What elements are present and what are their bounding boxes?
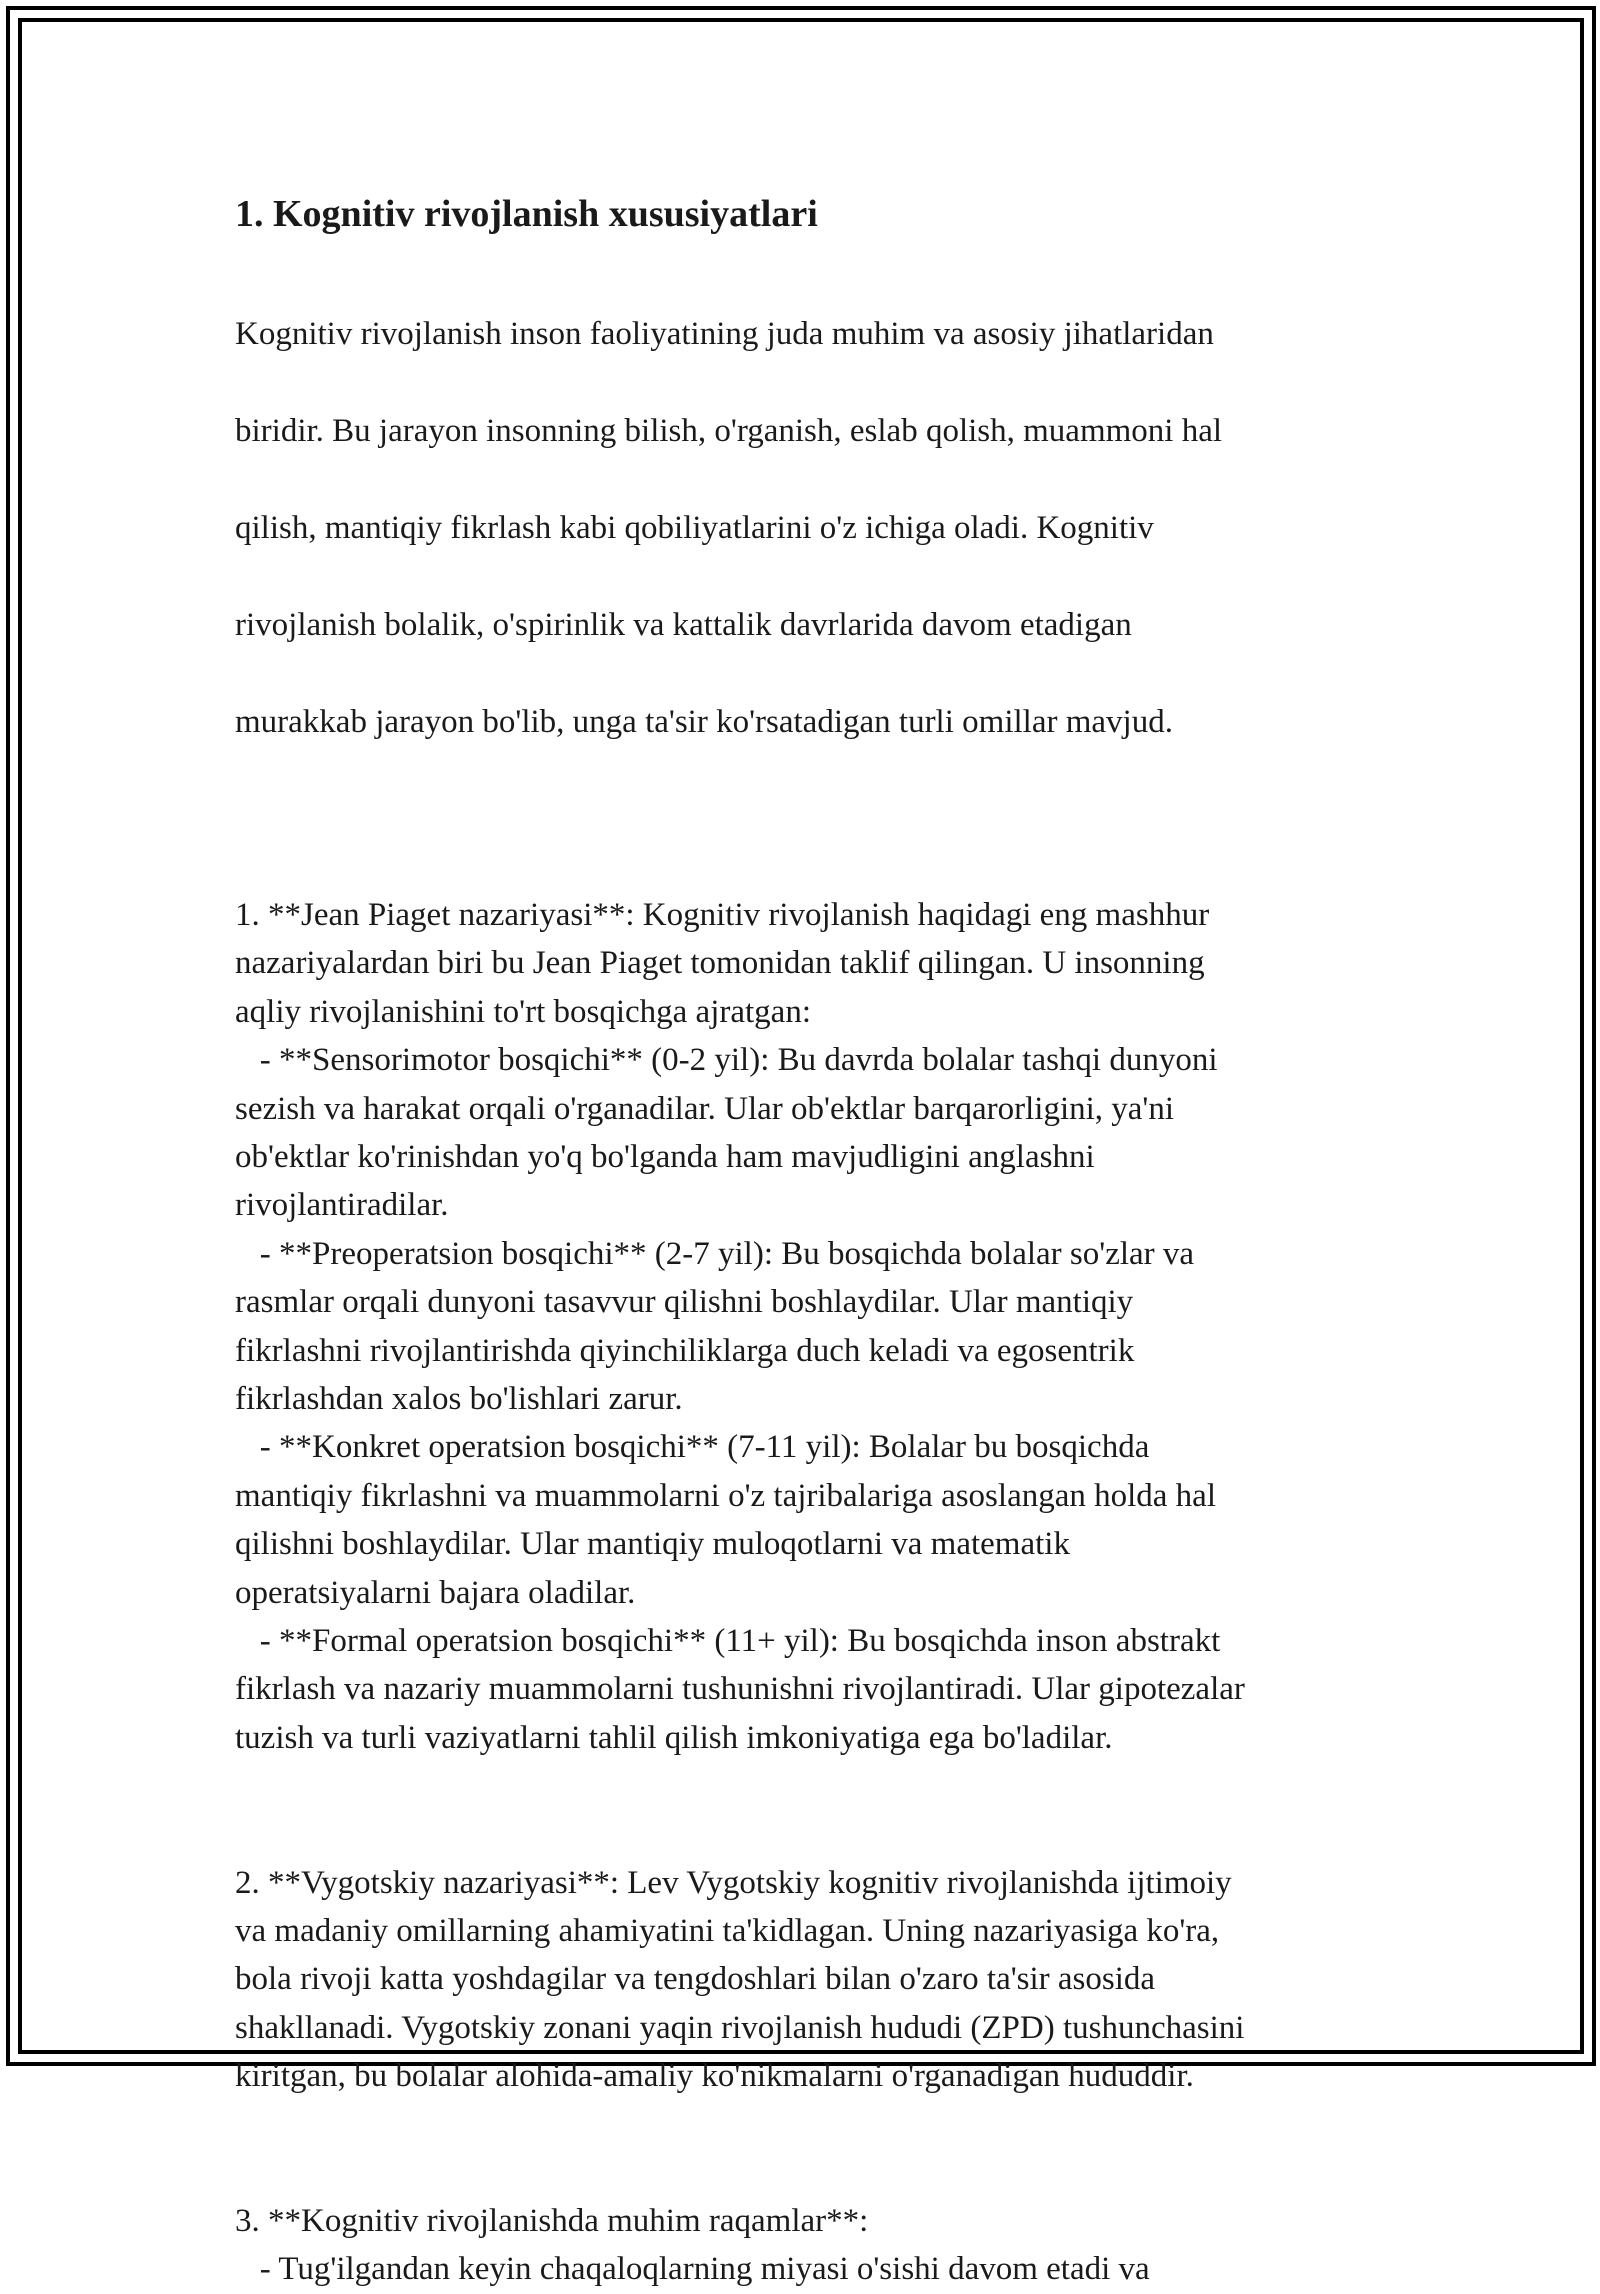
text-line: - **Konkret operatsion bosqichi** (7-11 yil): Bolalar bu bosqichda <box>235 1429 1150 1466</box>
document-body <box>235 186 1385 2294</box>
text-line: aqliy rivojlanishini to'rt bosqichga ajratgan: <box>235 993 811 1030</box>
vygotskiy-section <box>235 1810 1385 2100</box>
text-line: Kognitiv rivojlanish inson faoliyatining juda muhim va asosiy jihatlaridan <box>235 316 1214 353</box>
text-line: - **Sensorimotor bosqichi** (0-2 yil): Bu davrda bolalar tashqi dunyoni <box>235 1042 1218 1079</box>
text-line: - Tug'ilgandan keyin chaqaloqlarning miyasi o'sishi davom etadi va <box>235 2251 1150 2288</box>
text-line: rivojlantiradilar. <box>235 1187 449 1224</box>
text-line: operatsiyalarni bajara oladilar. <box>235 1574 636 1611</box>
text-line: fikrlashdan xalos bo'lishlari zarur. <box>235 1380 683 1417</box>
text-line: nazariyalardan biri bu Jean Piaget tomonidan taklif qilingan. U insonning <box>235 945 1205 982</box>
text-line: 3. **Kognitiv rivojlanishda muhim raqamlar**: <box>235 2203 869 2240</box>
paragraph-gap <box>235 2101 1385 2149</box>
text-line: shakllanadi. Vygotskiy zonani yaqin rivojlanish hududi (ZPD) tushunchasini <box>235 2009 1245 2046</box>
piaget-section <box>235 842 1385 1762</box>
text-line: qilish, mantiqiy fikrlash kabi qobiliyatlarini o'z ichiga oladi. Kognitiv <box>235 510 1154 547</box>
text-line: tuzish va turli vaziyatlarni tahlil qilish imkoniyatiga ega bo'ladilar. <box>235 1719 1113 1756</box>
text-line: qilishni boshlaydilar. Ular mantiqiy muloqotlarni va matematik <box>235 1526 1070 1563</box>
text-line: fikrlashni rivojlantirishda qiyinchiliklarga duch keladi va egosentrik <box>235 1332 1135 1369</box>
text-line: bola rivoji katta yoshdagilar va tengdoshlari bilan o'zaro ta'sir asosida <box>235 1961 1156 1998</box>
text-line: rasmlar orqali dunyoni tasavvur qilishni boshlaydilar. Ular mantiqiy <box>235 1284 1134 1321</box>
text-line: - **Preoperatsion bosqichi** (2-7 yil): Bu bosqichda bolalar so'zlar va <box>235 1235 1195 1272</box>
text-line: va madaniy omillarning ahamiyatini ta'kidlagan. Uning nazariyasiga ko'ra, <box>235 1913 1220 1949</box>
paragraph-gap <box>235 794 1385 842</box>
text-line: - **Formal operatsion bosqichi** (11+ yil): Bu bosqichda inson abstrakt <box>235 1622 1221 1659</box>
text-line: 1. **Jean Piaget nazariyasi**: Kognitiv rivojlanish haqidagi eng mashhur <box>235 896 1210 933</box>
text-line: ob'ektlar ko'rinishdan yo'q bo'lganda ham mavjudligini anglashni <box>235 1138 1095 1175</box>
text-line: 2. **Vygotskiy nazariyasi**: Lev Vygotskiy kognitiv rivojlanishda ijtimoiy <box>235 1864 1232 1901</box>
numbers-section <box>235 2149 1385 2294</box>
text-line: rivojlanish bolalik, o'spirinlik va kattalik davrlarida davom etadigan <box>235 606 1132 643</box>
paragraph-gap <box>235 1762 1385 1810</box>
text-line: biridir. Bu jarayon insonning bilish, o'rganish, eslab qolish, muammoni hal <box>235 413 1223 450</box>
text-line: sezish va harakat orqali o'rganadilar. Ular ob'ektlar barqarorligini, ya'ni <box>235 1090 1175 1127</box>
text-line: murakkab jarayon bo'lib, unga ta'sir ko'rsatadigan turli omillar mavjud. <box>235 703 1173 740</box>
text-line: mantiqiy fikrlashni va muammolarni o'z tajribalariga asoslangan holda hal <box>235 1477 1216 1514</box>
intro-paragraph <box>235 262 1385 794</box>
text-line: kiritgan, bu bolalar alohida-amaliy ko'nikmalarni o'rganadigan hududdir. <box>235 2058 1194 2095</box>
text-line: fikrlash va nazariy muammolarni tushunishni rivojlantiradi. Ular gipotezalar <box>235 1671 1245 1708</box>
document-heading: 1. Kognitiv rivojlanish xususiyatlari <box>235 193 818 235</box>
